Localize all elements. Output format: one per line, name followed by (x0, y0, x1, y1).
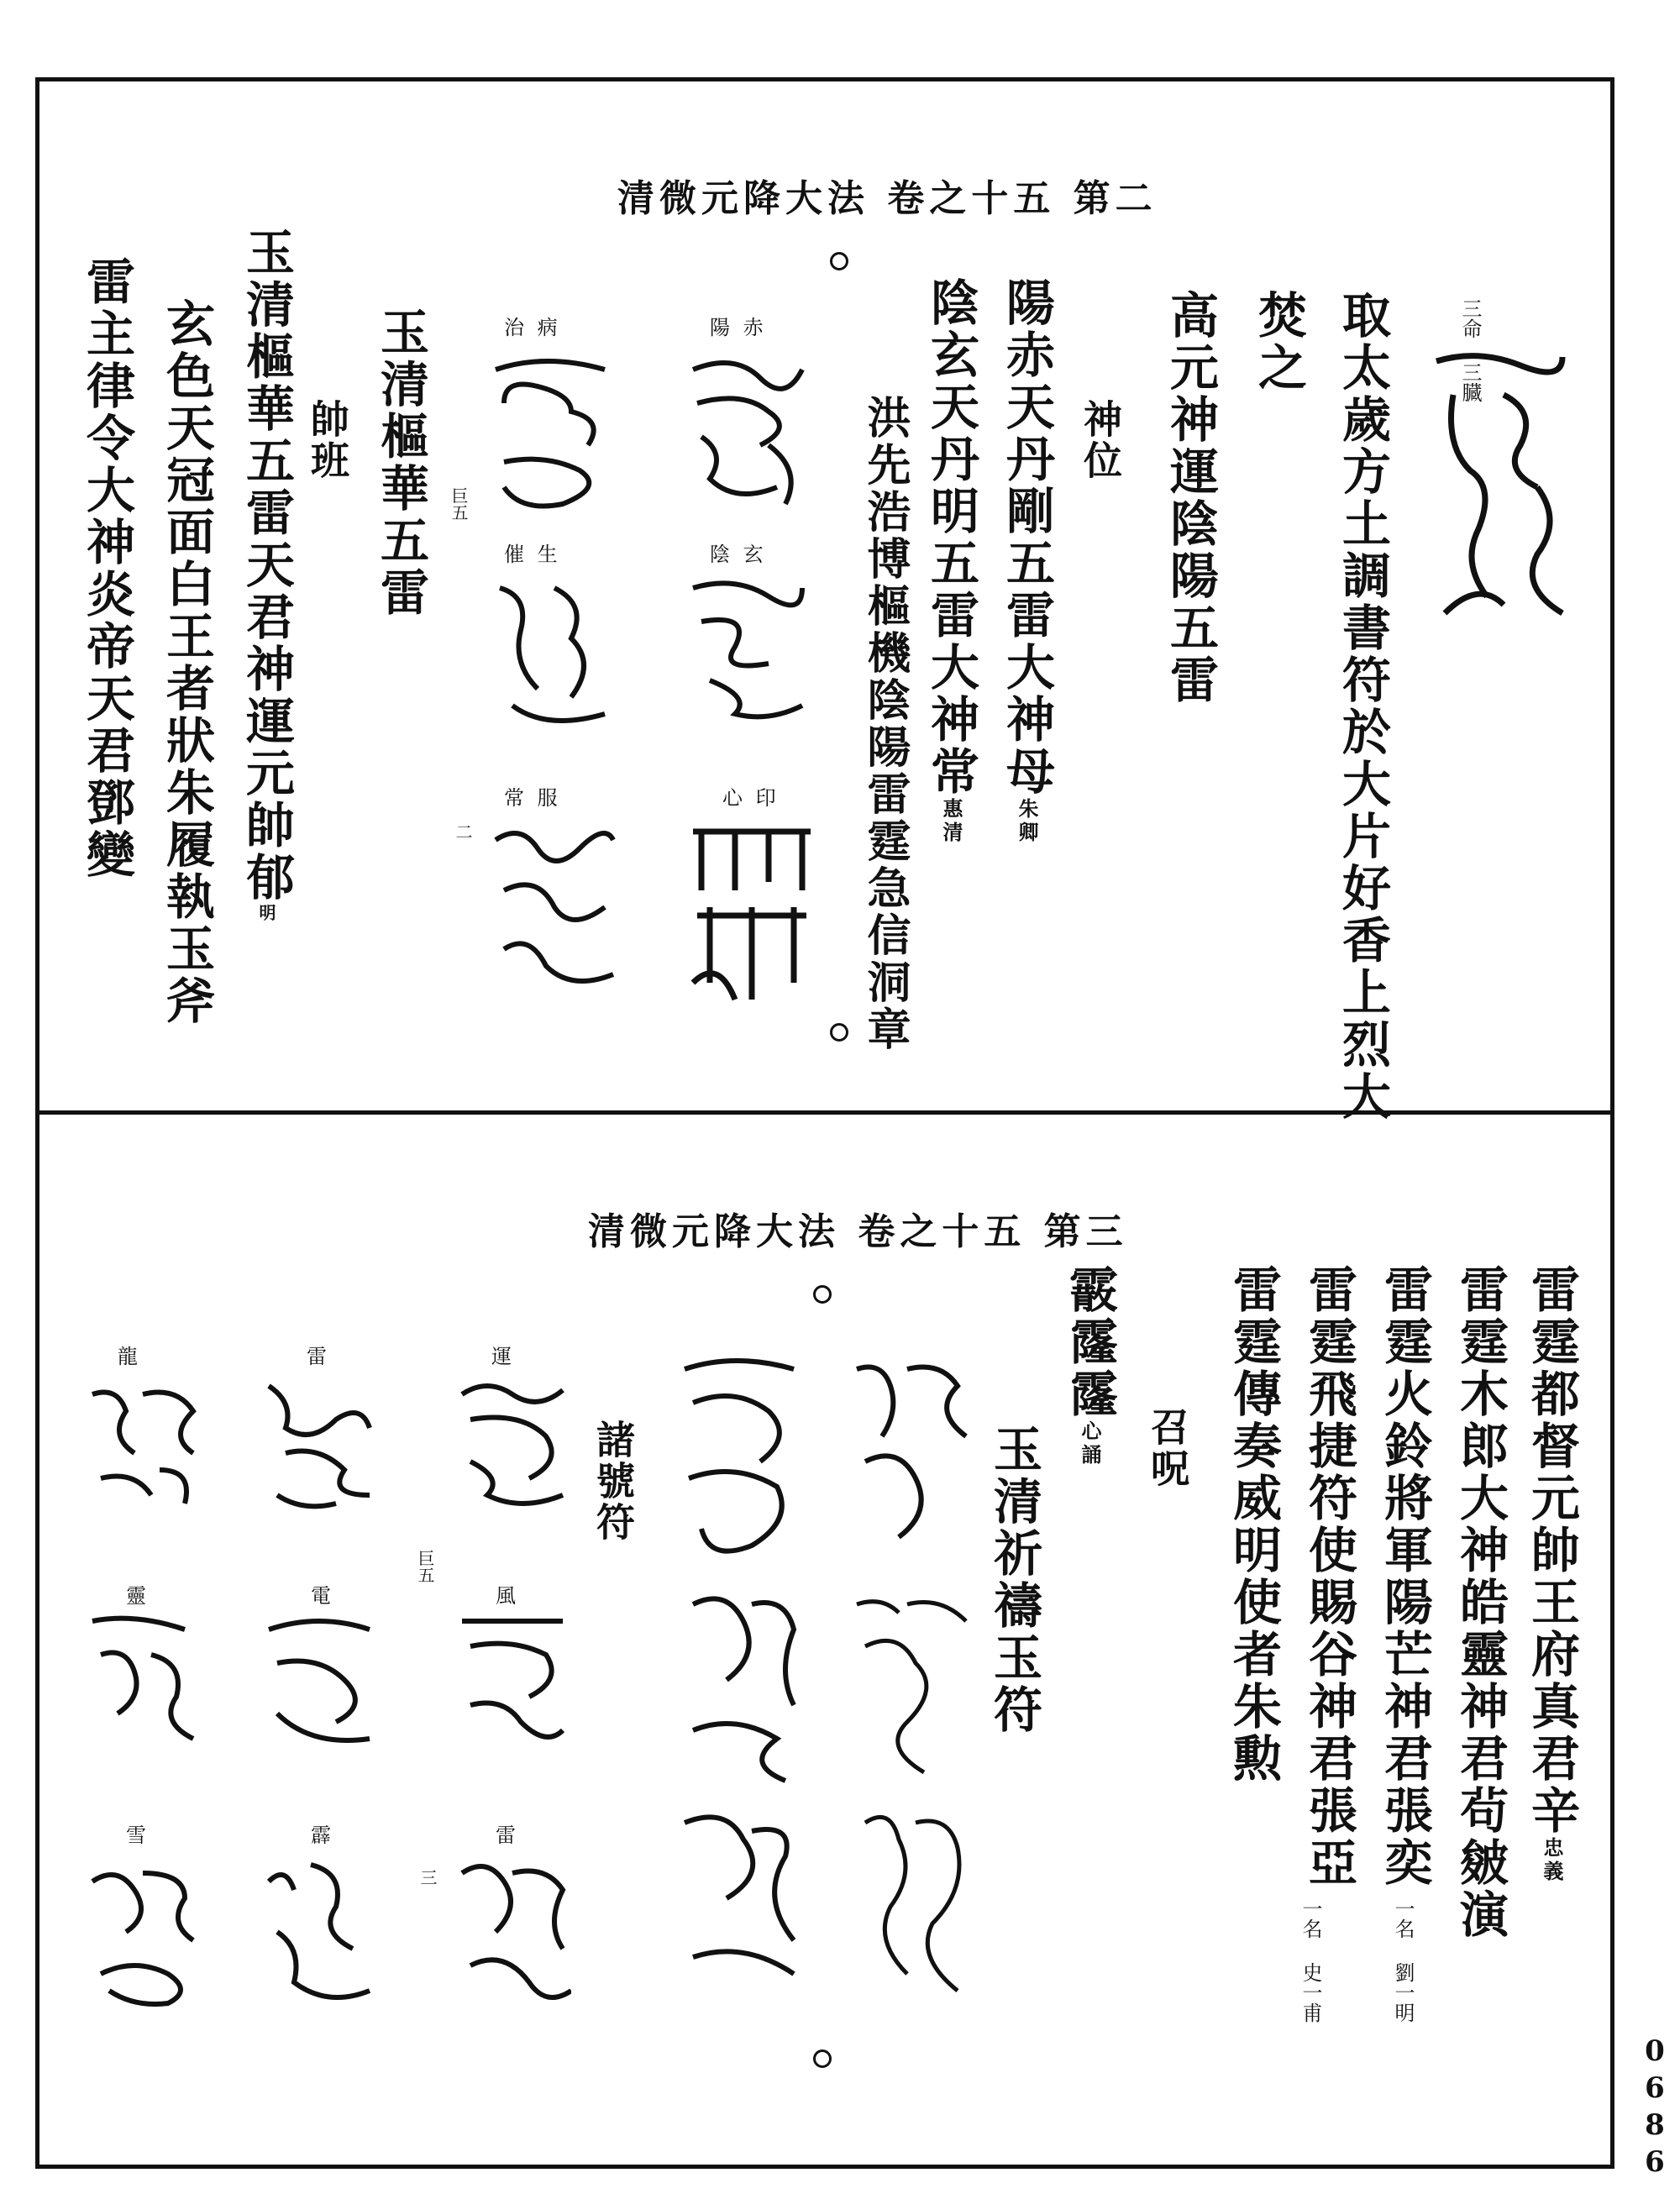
talisman-pi (260, 1848, 378, 2007)
bottom-col-chuanzou: 雷霆傳奏威明使者朱勲 (1225, 1264, 1282, 1785)
bottom-col-huoling-note: 一名 劉一明 (1391, 1898, 1415, 2023)
talisman-label: 風 (496, 1584, 519, 1608)
top-side-mark: 二 (453, 823, 473, 840)
talisman-label: 龍 (118, 1345, 141, 1368)
bottom-col-zhuhaofu-note: 巨五 (415, 1550, 435, 1583)
talisman-zhibing (487, 344, 613, 512)
bottom-col-dudu: 雷霆都督元帥王府真君辛忠義 (1523, 1264, 1580, 1884)
talisman-label: 陰 玄 (710, 543, 767, 566)
talisman-lei-2 (454, 1848, 571, 2007)
talisman-label: 雪 (126, 1824, 150, 1847)
top-col-xuanse: 玄色天冠面白王者狀朱履執玉斧 (158, 298, 215, 1027)
talisman-lei (260, 1369, 378, 1512)
top-col-yuan-shuai: 玉清樞華五雷天君神運元帥郁明 (238, 227, 295, 924)
bottom-side-mark: 三 (417, 1869, 438, 1886)
talisman-label: 陽 赤 (710, 316, 767, 339)
talisman-qidao-1 (848, 1352, 974, 2024)
binding-hole (830, 1023, 848, 1042)
bottom-col-qidao: 玉清祈禱玉符 (985, 1424, 1042, 1736)
top-col-yuqing: 玉清樞華五雷 (372, 307, 429, 619)
bottom-col-zhuhaofu: 諸號符 (591, 1420, 636, 1543)
top-page-header: 清微元降大法 卷之十五 第二 (617, 177, 1158, 220)
talisman-label: 霹 (311, 1824, 334, 1847)
talisman-label: 靈 (126, 1584, 150, 1608)
page-number: 0 6 8 6 (1645, 2034, 1665, 2179)
talisman-yang-chi (685, 344, 811, 512)
binding-hole (813, 2049, 832, 2068)
top-col-yin: 陰玄天丹明五雷大神常惠清 (922, 277, 979, 845)
bottom-page-header: 清微元降大法 卷之十五 第三 (588, 1210, 1128, 1253)
top-col-yuqing-note: 巨五 (449, 487, 469, 521)
talisman-top-sanming (1428, 344, 1571, 622)
talisman-xin-yin (685, 815, 819, 1008)
bottom-col-chant: 霰霳霳心誦 (1061, 1264, 1118, 1467)
talisman-label: 運 (491, 1345, 515, 1368)
talisman-cuisheng (487, 571, 613, 731)
bottom-col-huoling: 雷霆火鈴將軍陽芒神君張奕 (1376, 1264, 1433, 1889)
bottom-col-mulang: 雷霆木郎大神皓靈神君茍皴演 (1452, 1264, 1509, 1941)
top-col-leizhu: 雷主律令大神炎帝天君鄧變 (78, 256, 135, 881)
talisman-ling (84, 1604, 202, 1756)
bottom-col-feijie-note: 一名 史一甫 (1299, 1898, 1322, 2023)
top-col-yang: 陽赤天丹剛五雷大神母朱卿 (998, 277, 1055, 845)
talisman-xue (84, 1848, 202, 2007)
binding-hole (813, 1285, 832, 1304)
talisman-changfu (487, 815, 622, 1000)
talisman-feng (454, 1604, 571, 1756)
talisman-label: 雷 (496, 1824, 519, 1847)
top-col-label: 三命 三臓 (1458, 298, 1482, 402)
talisman-label: 雷 (307, 1345, 330, 1368)
talisman-label: 心 印 (722, 786, 780, 810)
top-col-title: 高元神運陰陽五雷 (1162, 290, 1219, 706)
talisman-qidao-2 (676, 1352, 802, 2024)
talisman-yun (454, 1369, 571, 1512)
talisman-label: 常 服 (504, 786, 561, 810)
talisman-label: 治 病 (504, 316, 561, 339)
top-col-shuaiban: 帥班 (305, 399, 350, 481)
bottom-col-zhaozhou: 召呪 (1145, 1407, 1190, 1489)
top-col-burn: 焚之 (1250, 290, 1307, 394)
top-col-shenwei: 神位 (1078, 399, 1123, 481)
bottom-col-feijie: 雷霆飛捷符使賜谷神君張亞 (1300, 1264, 1357, 1889)
talisman-label: 催 生 (504, 543, 561, 566)
talisman-label: 電 (311, 1584, 334, 1608)
talisman-dian (260, 1604, 378, 1756)
top-col-hongxian: 洪先浩博樞機陰陽雷霆急信洞章 (859, 395, 911, 1053)
top-col-instruction: 取太歲方土調書符於大片好香上烈大 (1334, 290, 1391, 1123)
binding-hole (830, 252, 848, 270)
talisman-long (84, 1369, 202, 1512)
talisman-yin-xuan (685, 571, 811, 722)
